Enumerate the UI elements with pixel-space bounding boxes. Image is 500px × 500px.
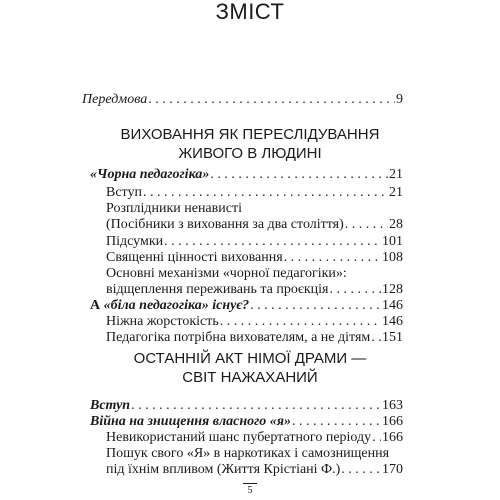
dot-leader: [341, 461, 381, 479]
toc-entry-label: Невикористаний шанс пубертатного періоду: [106, 430, 372, 445]
toc-entry-label-prefix: А: [90, 298, 104, 313]
dot-leader: [210, 166, 388, 184]
toc-entry-label: Вступ: [90, 398, 131, 413]
toc-entry-label: Передмова: [82, 92, 148, 107]
toc-page-number: 28: [389, 217, 403, 232]
toc-entry-label: «Чорна педагогіка»: [90, 167, 210, 182]
section-heading-line: ОСТАННІЙ АКТ НІМОЇ ДРАМИ —: [133, 350, 367, 367]
toc-page-number: 151: [382, 330, 403, 345]
dot-leader: [371, 329, 381, 347]
toc-page-number: 9: [396, 92, 403, 107]
toc-entry-label-line: Основні механізми «чорної педагогіки»:: [106, 266, 347, 281]
toc-entry-label: Війна на знищення власного «я»: [90, 414, 292, 429]
toc-entry-label: Педагогіка потрібна вихователям, а не дітям: [106, 330, 371, 345]
toc-entry-label-line: Пошук свого «Я» в наркотиках і самознищення: [106, 446, 390, 461]
toc-page-number: 166: [382, 414, 403, 429]
toc-entry-label: Підсумки: [106, 234, 164, 249]
section-heading-line: СВІТ НАЖАХАНИЙ: [182, 369, 318, 386]
toc-entry-label: Вступ: [106, 185, 142, 200]
toc-page-number: 101: [382, 234, 403, 249]
toc-page-number: 21: [389, 185, 403, 200]
toc-entry-label: під їхнім впливом (Життя Крістіані Ф.): [106, 462, 341, 477]
dot-leader: [148, 91, 395, 109]
toc-page-number: 163: [382, 398, 403, 413]
toc-entry[interactable]: [106, 461, 403, 479]
section-heading-line: ВИХОВАННЯ ЯК ПЕРЕСЛІДУВАННЯ: [120, 126, 380, 143]
toc-page-number: 166: [382, 430, 403, 445]
toc-entry-label-line: Розплідники ненависті: [106, 201, 242, 216]
section-heading: [80, 349, 420, 387]
section-heading: [80, 125, 420, 163]
toc-entry-label: (Посібники з виховання за два століття): [106, 217, 344, 232]
toc-page-number: 21: [389, 167, 403, 182]
toc-page-number: 146: [382, 298, 403, 313]
toc-page-number: 170: [382, 462, 403, 477]
page-number: 5: [247, 485, 253, 496]
page-number-rule: [243, 483, 257, 484]
toc-entry-label: Священні цінності виховання: [106, 250, 283, 265]
toc-page-number: 108: [382, 250, 403, 265]
page-title: ЗМІСТ: [215, 0, 285, 24]
toc-entry-preface[interactable]: [82, 91, 403, 109]
toc-page-number: 146: [382, 314, 403, 329]
section-heading-line: ЖИВОГО В ЛЮДИНІ: [178, 145, 322, 162]
toc-entry-label-emph: «біла педагогіка» існує?: [103, 298, 250, 313]
dot-leader: [345, 216, 388, 234]
toc-entry-label: Ніжна жорстокість: [106, 314, 219, 329]
toc-entry[interactable]: [106, 329, 403, 347]
toc-entry-chapter[interactable]: [90, 166, 403, 184]
toc-entry-label: відщеплення переживань та проєкція: [106, 282, 329, 297]
toc-page-number: 128: [382, 282, 403, 297]
toc-entry[interactable]: [106, 216, 403, 234]
